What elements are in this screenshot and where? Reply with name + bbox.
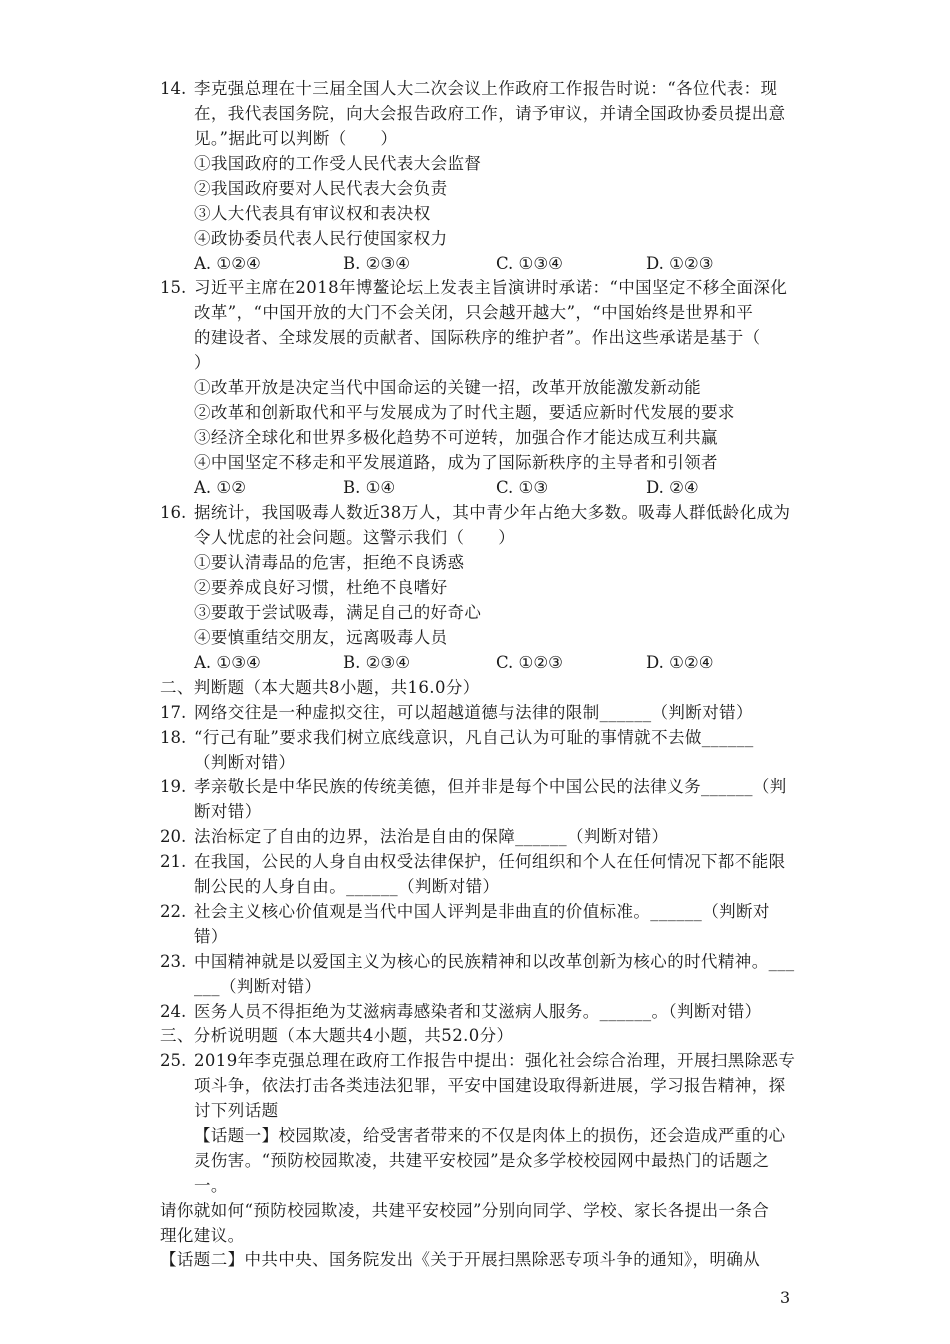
statement-item: ③人大代表具有审议权和表决权 xyxy=(194,204,431,223)
statement-item: ④政协委员代表人民行使国家权力 xyxy=(194,229,448,248)
topic-one: 灵伤害。“预防校园欺凌，共建平安校园”是众多学校校园网中最热门的话题之 xyxy=(194,1151,770,1170)
option-c: C. ①③④ xyxy=(496,254,563,273)
topic-one: 【话题一】校园欺凌，给受害者带来的不仅是肉体上的损伤，还会造成严重的心 xyxy=(194,1126,786,1145)
section-heading: 三、分析说明题（本大题共4小题，共52.0分） xyxy=(160,1026,514,1045)
topic-one: 一。 xyxy=(194,1176,228,1195)
option-b: B. ①④ xyxy=(343,478,396,497)
question-number: 19. xyxy=(160,777,187,796)
statement-item: ②改革和创新取代和平与发展成为了时代主题，要适应新时代发展的要求 xyxy=(194,403,735,422)
question-number: 16. xyxy=(160,503,187,522)
question-text: 医务人员不得拒绝为艾滋病毒感染者和艾滋病人服务。______。（判断对错） xyxy=(194,1002,762,1021)
question-text: 孝亲敬长是中华民族的传统美德，但并非是每个中国公民的法律义务______（判 xyxy=(194,777,787,796)
section-heading: 二、判断题（本大题共8小题，共16.0分） xyxy=(160,678,480,697)
question-number: 25. xyxy=(160,1051,187,1070)
question-text: 令人忧虑的社会问题。这警示我们（ ） xyxy=(194,528,516,547)
question-number: 14. xyxy=(160,79,187,98)
question-number: 21. xyxy=(160,852,187,871)
question-text: 习近平主席在2018年博鳌论坛上发表主旨演讲时承诺：“中国坚定不移全面深化 xyxy=(194,278,788,297)
option-b: B. ②③④ xyxy=(343,254,410,273)
option-c: C. ①②③ xyxy=(496,653,563,672)
question-text: 制公民的人身自由。______（判断对错） xyxy=(194,877,500,896)
option-b: B. ②③④ xyxy=(343,653,410,672)
statement-item: ③要敢于尝试吸毒，满足自己的好奇心 xyxy=(194,603,482,622)
question-text: 讨下列话题 xyxy=(194,1101,279,1120)
option-d: D. ②④ xyxy=(646,478,699,497)
question-text: 中国精神就是以爱国主义为核心的民族精神和以改革创新为核心的时代精神。___ xyxy=(194,952,795,971)
question-text: 社会主义核心价值观是当代中国人评判是非曲直的价值标准。______（判断对 xyxy=(194,902,770,921)
statement-item: ③经济全球化和世界多极化趋势不可逆转，加强合作才能达成互利共赢 xyxy=(194,428,718,447)
question-number: 17. xyxy=(160,703,187,722)
statement-item: ①要认清毒品的危害，拒绝不良诱惑 xyxy=(194,553,465,572)
option-d: D. ①②④ xyxy=(646,653,714,672)
question-text: ___（判断对错） xyxy=(194,977,322,996)
statement-item: ④中国坚定不移走和平发展道路，成为了国际新秩序的主导者和引领者 xyxy=(194,453,718,472)
question-text: 2019年李克强总理在政府工作报告中提出：强化社会综合治理，开展扫黑除恶专 xyxy=(194,1051,796,1070)
question-number: 24. xyxy=(160,1002,187,1021)
question-text: 李克强总理在十三届全国人大二次会议上作政府工作报告时说：“各位代表：现 xyxy=(194,79,778,98)
option-a: A. ①③④ xyxy=(194,653,261,672)
question-prompt: 请你就如何“预防校园欺凌，共建平安校园”分别向同学、学校、家长各提出一条合 xyxy=(160,1201,770,1220)
question-text: 法治标定了自由的边界，法治是自由的保障______（判断对错） xyxy=(194,827,669,846)
question-prompt: 理化建议。 xyxy=(160,1226,245,1245)
question-text: 见。”据此可以判断（ ） xyxy=(194,129,398,148)
question-text: 项斗争，依法打击各类违法犯罪，平安中国建设取得新进展，学习报告精神，探 xyxy=(194,1076,786,1095)
statement-item: ④要慎重结交朋友，远离吸毒人员 xyxy=(194,628,448,647)
question-text: 网络交往是一种虚拟交往，可以超越道德与法律的限制______（判断对错） xyxy=(194,703,753,722)
question-number: 23. xyxy=(160,952,187,971)
question-text: 在我国，公民的人身自由权受法律保护，任何组织和个人在任何情况下都不能限 xyxy=(194,852,786,871)
question-number: 22. xyxy=(160,902,187,921)
page-number: 3 xyxy=(780,1288,791,1307)
question-text: ） xyxy=(194,353,211,372)
question-text: （判断对错） xyxy=(194,753,296,772)
question-number: 15. xyxy=(160,278,187,297)
statement-item: ①改革开放是决定当代中国命运的关键一招，改革开放能激发新动能 xyxy=(194,378,701,397)
option-c: C. ①③ xyxy=(496,478,549,497)
question-text: “行己有耻”要求我们树立底线意识，凡自己认为可耻的事情就不去做______ xyxy=(194,728,754,747)
option-d: D. ①②③ xyxy=(646,254,714,273)
statement-item: ②我国政府要对人民代表大会负责 xyxy=(194,179,448,198)
question-text: 在，我代表国务院，向大会报告政府工作，请予审议，并请全国政协委员提出意 xyxy=(194,104,786,123)
question-number: 18. xyxy=(160,728,187,747)
option-a: A. ①②④ xyxy=(194,254,261,273)
question-text: 的建设者、全球发展的贡献者、国际秩序的维护者”。作出这些承诺是基于（ xyxy=(194,328,761,347)
topic-two: 【话题二】中共中央、国务院发出《关于开展扫黑除恶专项斗争的通知》，明确从 xyxy=(160,1250,761,1269)
question-text: 错） xyxy=(194,927,228,946)
question-text: 断对错） xyxy=(194,802,262,821)
question-text: 改革”，“中国开放的大门不会关闭，只会越开越大”，“中国始终是世界和平 xyxy=(194,303,754,322)
question-text: 据统计，我国吸毒人数近38万人，其中青少年占绝大多数。吸毒人群低龄化成为 xyxy=(194,503,791,522)
option-a: A. ①② xyxy=(194,478,246,497)
statement-item: ①我国政府的工作受人民代表大会监督 xyxy=(194,154,482,173)
statement-item: ②要养成良好习惯，杜绝不良嗜好 xyxy=(194,578,448,597)
question-number: 20. xyxy=(160,827,187,846)
